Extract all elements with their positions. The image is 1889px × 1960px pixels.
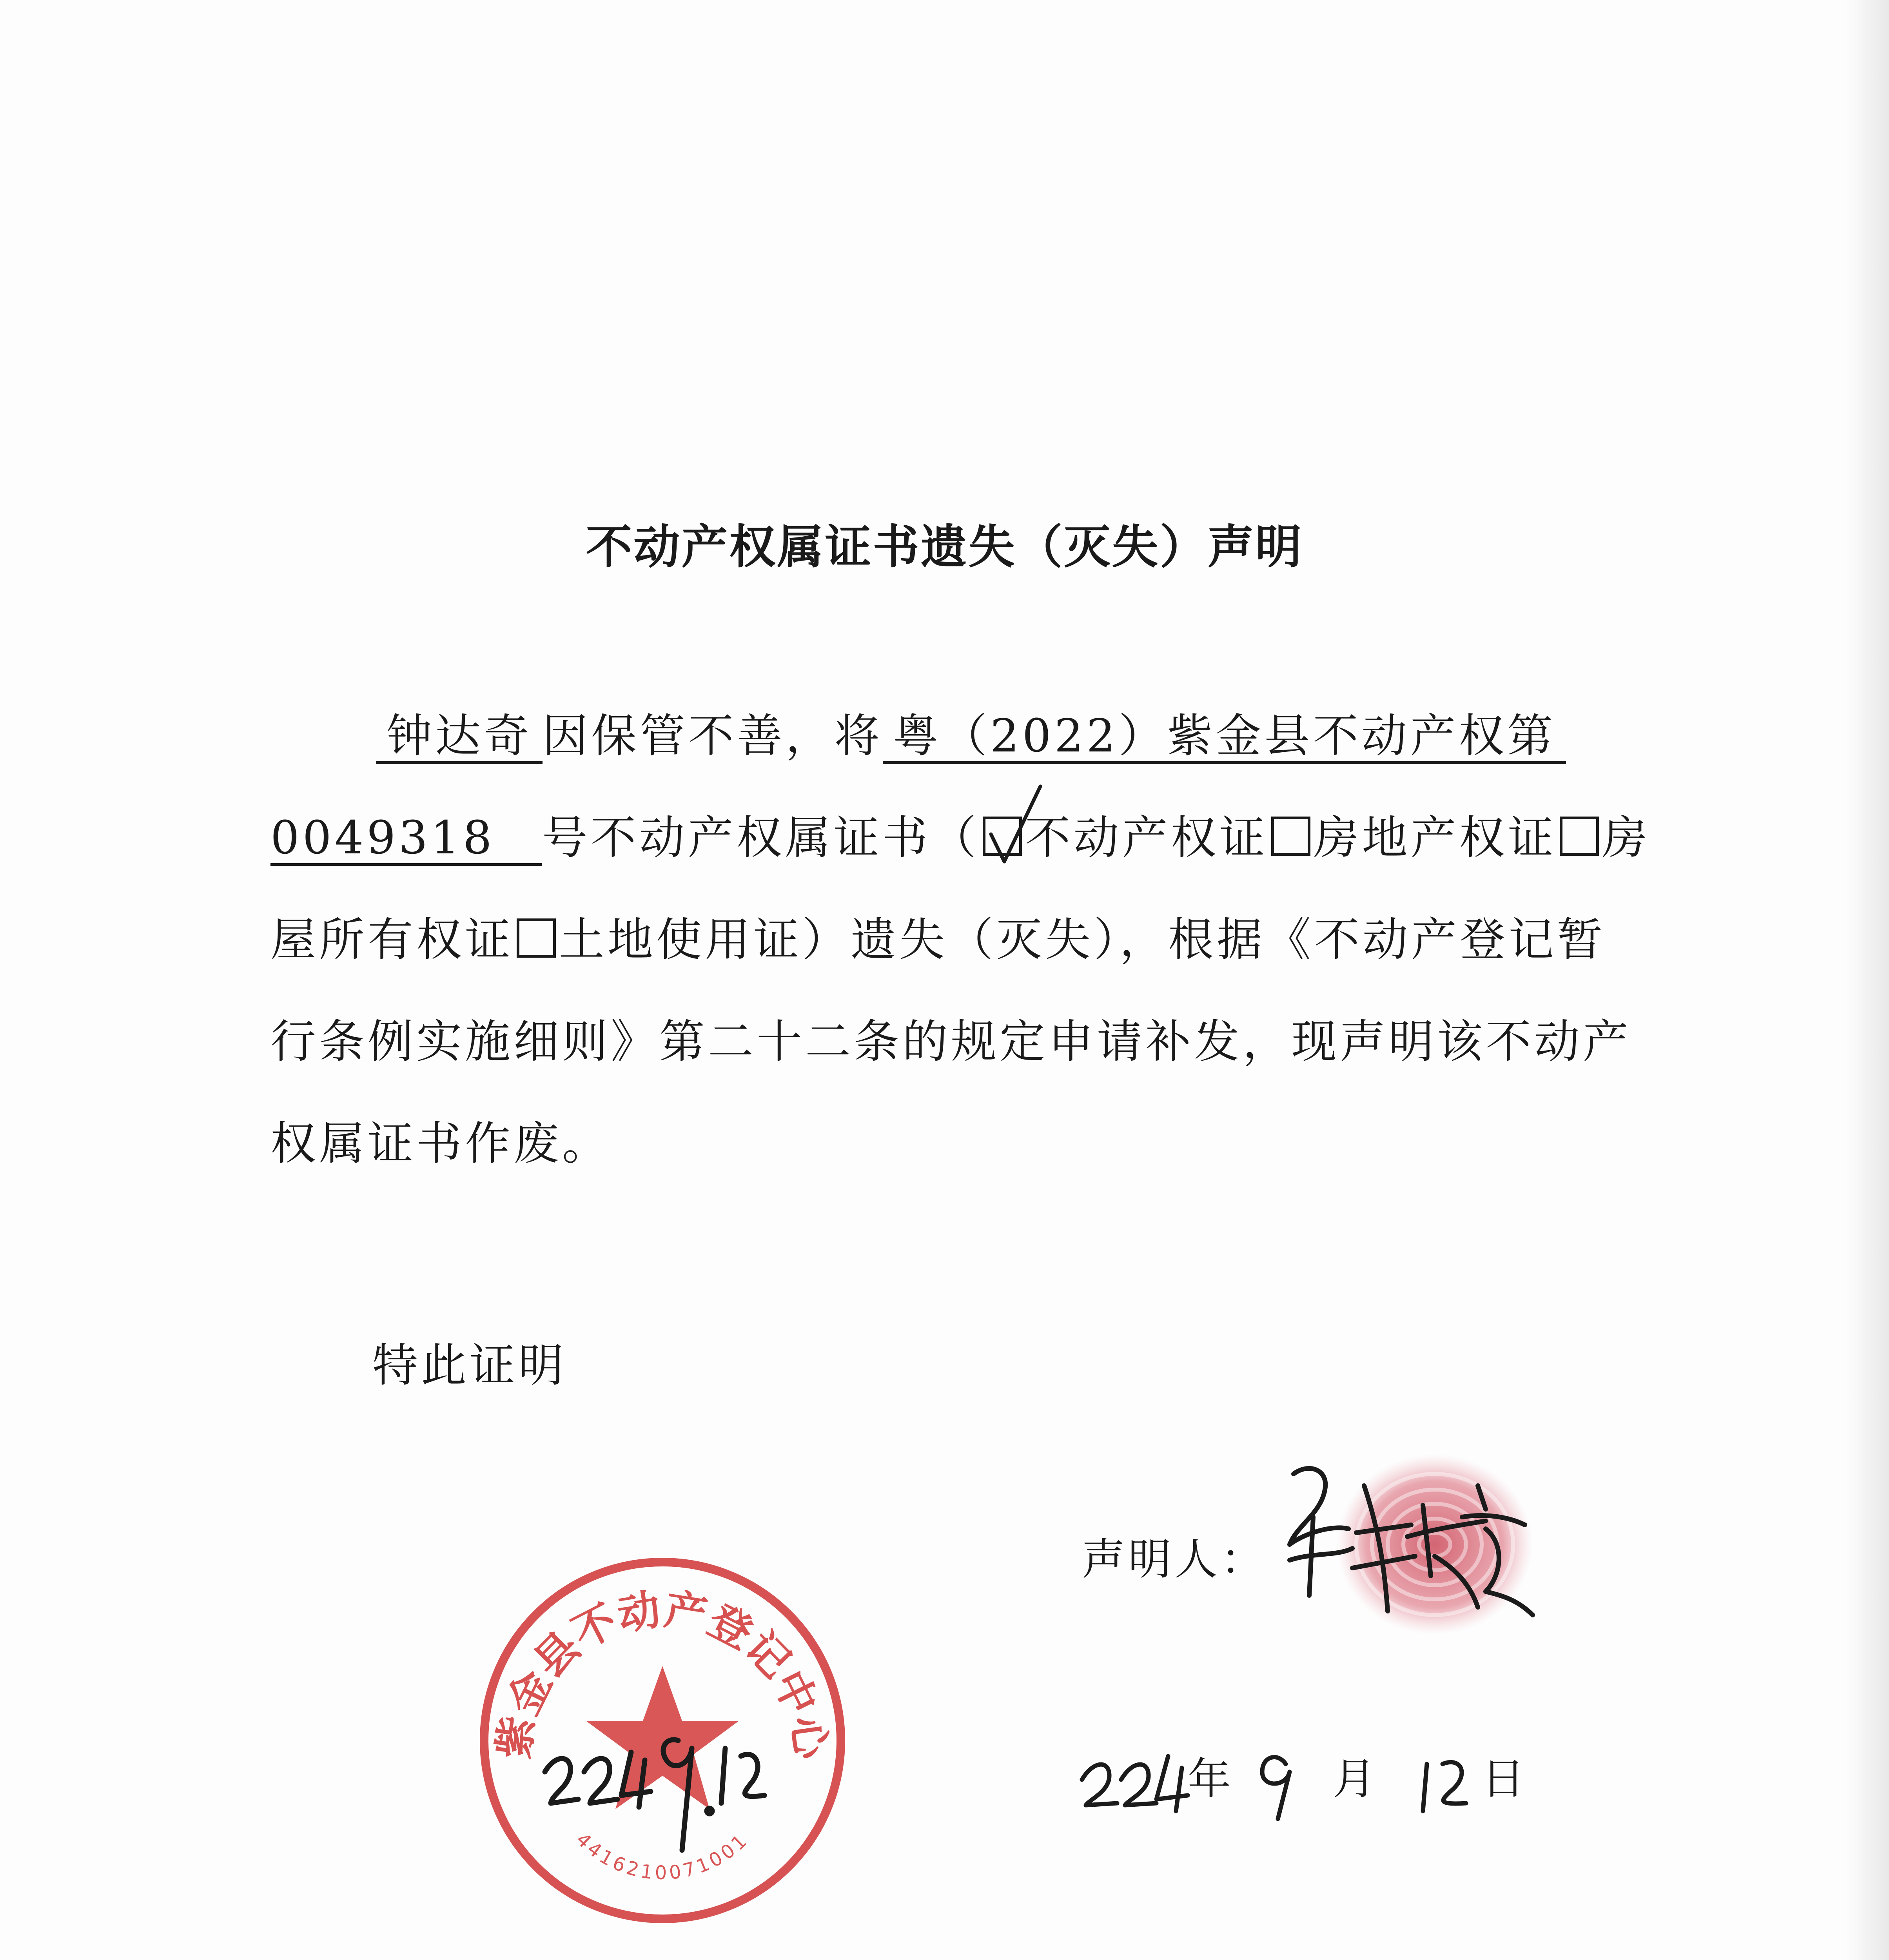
paragraph-line-1 [376,710,1566,764]
paragraph-line-4: 行条例实施细则》第二十二条的规定申请补发，现声明该不动产 [270,1015,1631,1068]
checkbox-property-cert[interactable] [1271,817,1310,856]
paragraph-line-5: 权属证书作废。 [270,1117,611,1170]
option-house-cert-part1: 房 [1602,811,1651,864]
date-day-label: 日 [1482,1754,1525,1804]
handwritten-date-digits [1074,1721,1544,1823]
closing-text: 特此证明 [372,1339,567,1392]
option-property-cert: 房地产权证 [1313,811,1557,864]
seal-code: 4416210071001 [572,1828,753,1884]
certificate-number: 0049318 [270,815,542,866]
declarant-label: 声明人： [1082,1534,1267,1584]
signature-date [1074,1721,1544,1823]
paragraph-line-2 [270,811,1651,866]
seal-text: 紫金县不动产登记中心 [489,1585,836,1762]
text-2: 号不动产权属证书（ [542,811,980,864]
option-house-cert-part2: 屋所有权证 [270,913,514,966]
checkbox-real-estate-cert[interactable] [983,817,1022,856]
seal-star-icon [586,1666,739,1809]
checkbox-land-use-cert[interactable] [517,918,556,958]
option-land-use-cert: 土地使用证 [559,913,802,966]
page-edge-shadow [1846,0,1889,1960]
checkbox-house-cert[interactable] [1560,817,1599,856]
text-1: 因保管不善，将 [543,710,883,762]
paragraph-line-3 [270,913,1606,966]
date-month-label: 月 [1333,1754,1376,1804]
text-3: ）遗失（灭失），根据《不动产登记暂 [802,913,1606,966]
date-year-label: 年 [1188,1754,1231,1804]
signature-with-fingerprint [1266,1427,1548,1678]
certificate-prefix: 粤（2022）紫金县不动产权第 [883,713,1566,764]
owner-name: 钟达奇 [376,713,543,764]
document-title: 不动产权属证书遗失（灭失）声明 [586,520,1303,574]
option-real-estate-cert: 不动产权证 [1025,811,1268,864]
fingerprint-icon [1337,1454,1533,1635]
check-mark-icon [989,783,1043,866]
official-seal [474,1552,851,1929]
